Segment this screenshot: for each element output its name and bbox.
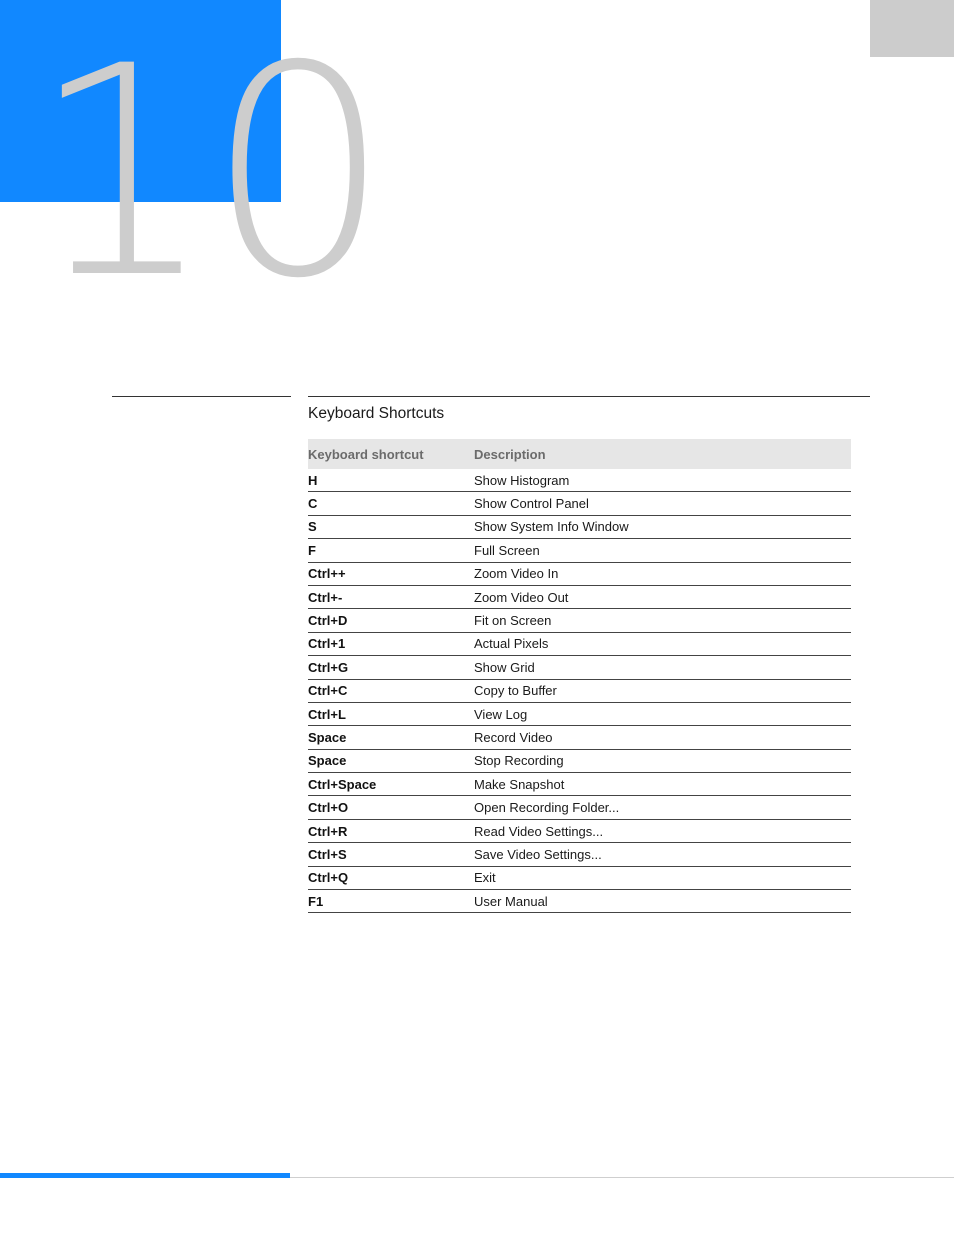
shortcut-description: Make Snapshot <box>474 773 851 796</box>
shortcut-description: Zoom Video Out <box>474 585 851 608</box>
table-row <box>308 585 851 608</box>
section-title: Keyboard Shortcuts <box>308 405 445 422</box>
shortcut-description: Actual Pixels <box>474 632 851 655</box>
header-description: Description <box>474 439 851 469</box>
section-rule-left <box>112 396 291 397</box>
shortcut-description: Stop Recording <box>474 749 851 772</box>
shortcut-description: Show System Info Window <box>474 515 851 538</box>
shortcut-description: Open Recording Folder... <box>474 796 851 819</box>
page-tab-marker <box>870 0 954 57</box>
shortcut-key: Ctrl+1 <box>308 632 474 655</box>
table-row <box>308 469 851 492</box>
shortcut-key: Ctrl+R <box>308 819 474 842</box>
table-row <box>308 890 851 913</box>
shortcut-description: Copy to Buffer <box>474 679 851 702</box>
table-row <box>308 656 851 679</box>
header-keyboard-shortcut: Keyboard shortcut <box>308 439 474 469</box>
table-row <box>308 819 851 842</box>
table-body <box>308 469 851 913</box>
shortcut-key: Ctrl+Q <box>308 866 474 889</box>
shortcut-key: Ctrl+L <box>308 702 474 725</box>
shortcut-table <box>308 439 851 913</box>
footer-rule <box>290 1177 954 1178</box>
table-row <box>308 632 851 655</box>
shortcut-description: Show Grid <box>474 656 851 679</box>
shortcut-key: Ctrl+O <box>308 796 474 819</box>
shortcut-key: Ctrl++ <box>308 562 474 585</box>
shortcut-description: Show Control Panel <box>474 492 851 515</box>
shortcut-description: Save Video Settings... <box>474 843 851 866</box>
table-row <box>308 679 851 702</box>
table-row <box>308 749 851 772</box>
table-row <box>308 726 851 749</box>
shortcut-description: Exit <box>474 866 851 889</box>
shortcut-description: User Manual <box>474 890 851 913</box>
shortcut-description: Fit on Screen <box>474 609 851 632</box>
shortcut-key: Ctrl+C <box>308 679 474 702</box>
shortcut-key: Space <box>308 726 474 749</box>
shortcut-description: View Log <box>474 702 851 725</box>
table-row <box>308 492 851 515</box>
shortcut-key: Ctrl+S <box>308 843 474 866</box>
shortcut-key: H <box>308 469 474 492</box>
shortcut-description: Full Screen <box>474 539 851 562</box>
table-row <box>308 866 851 889</box>
table-row <box>308 515 851 538</box>
table-row <box>308 796 851 819</box>
shortcut-key: Ctrl+Space <box>308 773 474 796</box>
chapter-number-glyphs <box>30 5 384 342</box>
shortcut-description: Record Video <box>474 726 851 749</box>
chapter-number <box>30 5 384 342</box>
shortcut-description: Read Video Settings... <box>474 819 851 842</box>
table-row <box>308 562 851 585</box>
table-row <box>308 843 851 866</box>
table-row <box>308 773 851 796</box>
table-row <box>308 539 851 562</box>
chapter-number-text: 10 <box>30 5 384 342</box>
shortcut-description: Show Histogram <box>474 469 851 492</box>
shortcut-description: Zoom Video In <box>474 562 851 585</box>
footer-accent-bar <box>0 1173 290 1178</box>
shortcut-key: F1 <box>308 890 474 913</box>
table-header-row <box>308 439 851 469</box>
table-row <box>308 702 851 725</box>
shortcut-key: Ctrl+G <box>308 656 474 679</box>
shortcut-key: F <box>308 539 474 562</box>
shortcut-key: Space <box>308 749 474 772</box>
shortcut-key: C <box>308 492 474 515</box>
shortcut-key: Ctrl+- <box>308 585 474 608</box>
table-row <box>308 609 851 632</box>
shortcut-key: Ctrl+D <box>308 609 474 632</box>
shortcut-key: S <box>308 515 474 538</box>
section-rule-right <box>308 396 870 397</box>
